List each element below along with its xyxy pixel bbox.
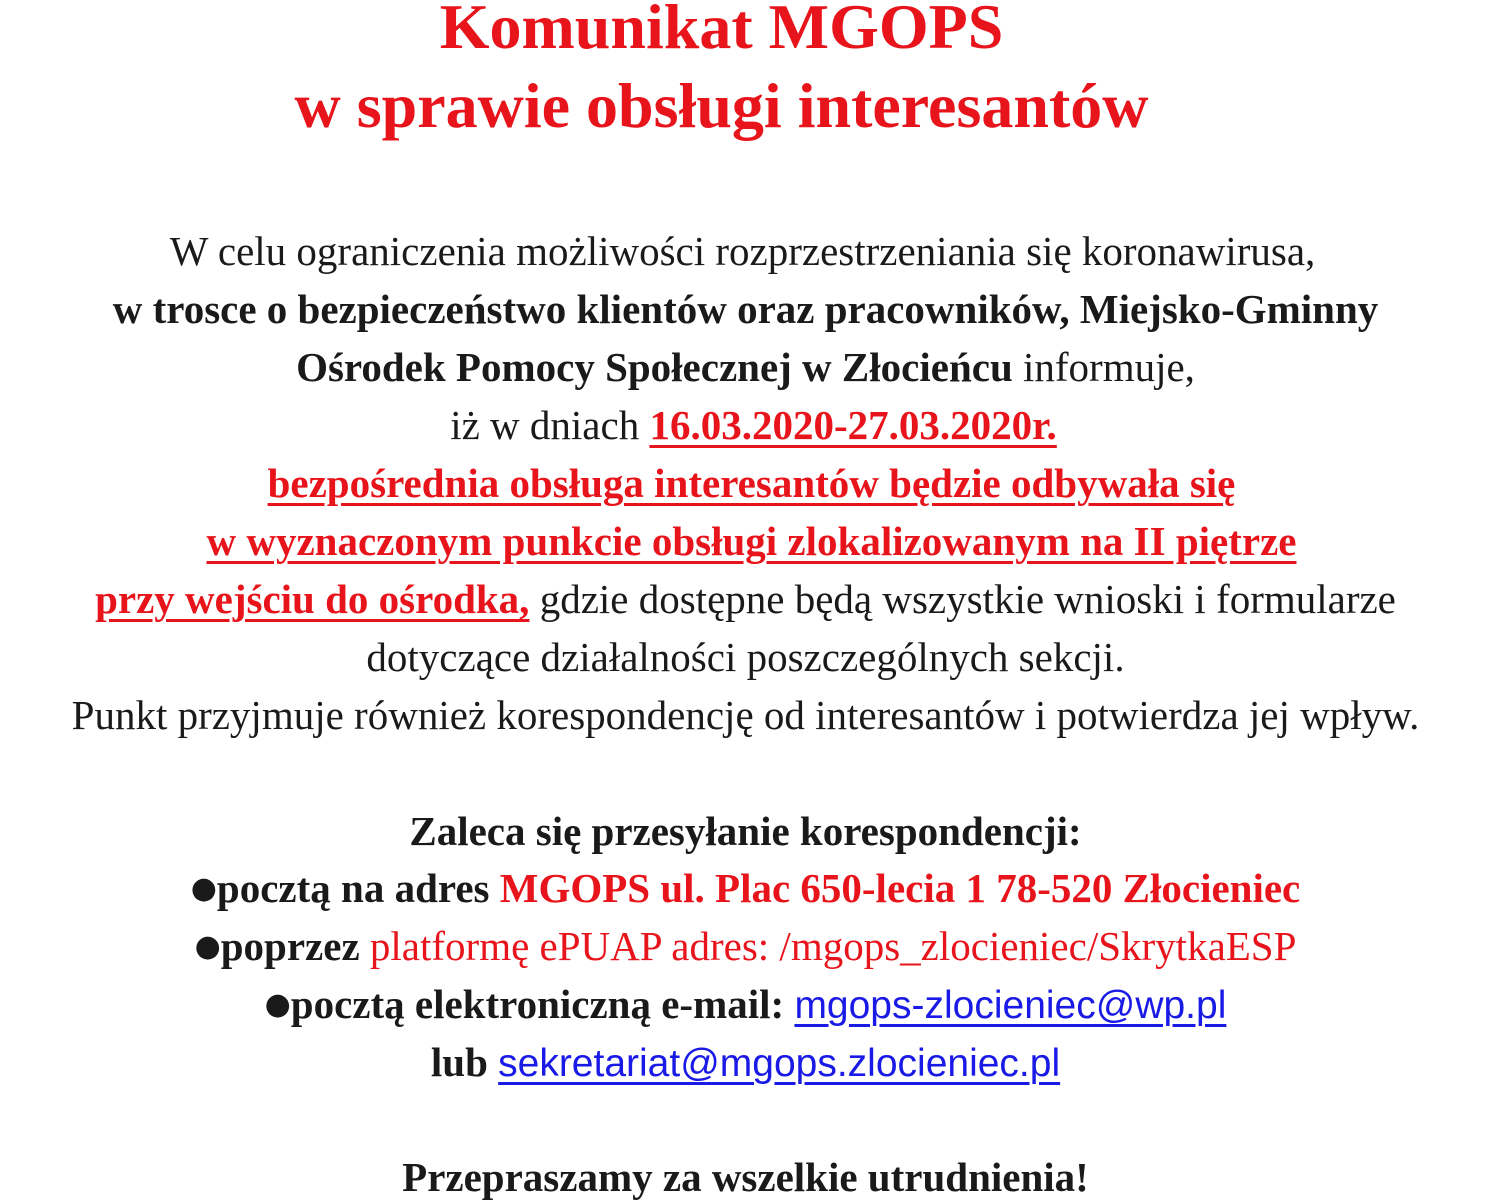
- bullet-postal: [0, 863, 1491, 914]
- epuap-address: platformę ePUAP adres: /mgops_zlocieniec/SkrytkaESP: [369, 923, 1297, 969]
- body-line-2: w trosce o bezpieczeństwo klientów oraz pracowników, Miejsko-Gminny: [112, 286, 1379, 332]
- informs-text: informuje,: [1012, 344, 1195, 390]
- epuap-label: poprzez: [220, 923, 370, 969]
- closing-apology: Przepraszamy za wszelkie utrudnienia!: [402, 1154, 1089, 1200]
- body-line-4: [8, 400, 1491, 450]
- body-line-3: [0, 342, 1491, 392]
- body-line-9: Punkt przyjmuje również korespondencję od interesantów i potwierdza jej wpływ.: [71, 692, 1420, 738]
- body-line-6: [6, 516, 1491, 566]
- email-label: pocztą elektroniczną e-mail:: [290, 981, 795, 1027]
- postal-address: MGOPS ul. Plac 650-lecia 1 78-520 Złocieniec: [499, 865, 1301, 911]
- body-line-7: [0, 574, 1491, 624]
- date-range: 16.03.2020-27.03.2020r.: [649, 402, 1057, 448]
- recommend-heading: Zaleca się przesyłanie korespondencji:: [409, 808, 1082, 854]
- email-alternative: [0, 1037, 1491, 1089]
- service-point-text: w wyznaczonym punkcie obsługi zlokalizowanym na II piętrze: [206, 518, 1297, 564]
- body-line-1: W celu ograniczenia możliwości rozprzestrzeniania się koronawirusa,: [169, 228, 1316, 274]
- bullet-icon: ●: [194, 929, 221, 964]
- forms-text: gdzie dostępne będą wszystkie wnioski i formularze: [529, 576, 1396, 622]
- body-line-8: dotyczące działalności poszczególnych sekcji.: [366, 634, 1125, 680]
- email-link-secretariat[interactable]: sekretariat@mgops.zlocieniec.pl: [498, 1042, 1061, 1085]
- bullet-epuap: [0, 921, 1491, 972]
- email-link-wp[interactable]: mgops-zlocieniec@wp.pl: [794, 984, 1227, 1027]
- bullet-email: [0, 979, 1491, 1031]
- direct-service-text: bezpośrednia obsługa interesantów będzie odbywała się: [267, 460, 1236, 506]
- entrance-text: przy wejściu do ośrodka,: [95, 576, 530, 622]
- notice-subtitle: w sprawie obsługi interesantów: [294, 70, 1149, 141]
- bullet-icon: ●: [264, 987, 291, 1022]
- notice-title: Komunikat MGOPS: [439, 0, 1004, 62]
- or-label: lub: [430, 1039, 499, 1085]
- date-intro: iż w dniach: [450, 402, 650, 448]
- body-line-5: [6, 458, 1491, 508]
- bullet-icon: ●: [190, 871, 217, 906]
- institution-name: Ośrodek Pomocy Społecznej w Złocieńcu: [296, 344, 1013, 390]
- postal-label: pocztą na adres: [216, 865, 500, 911]
